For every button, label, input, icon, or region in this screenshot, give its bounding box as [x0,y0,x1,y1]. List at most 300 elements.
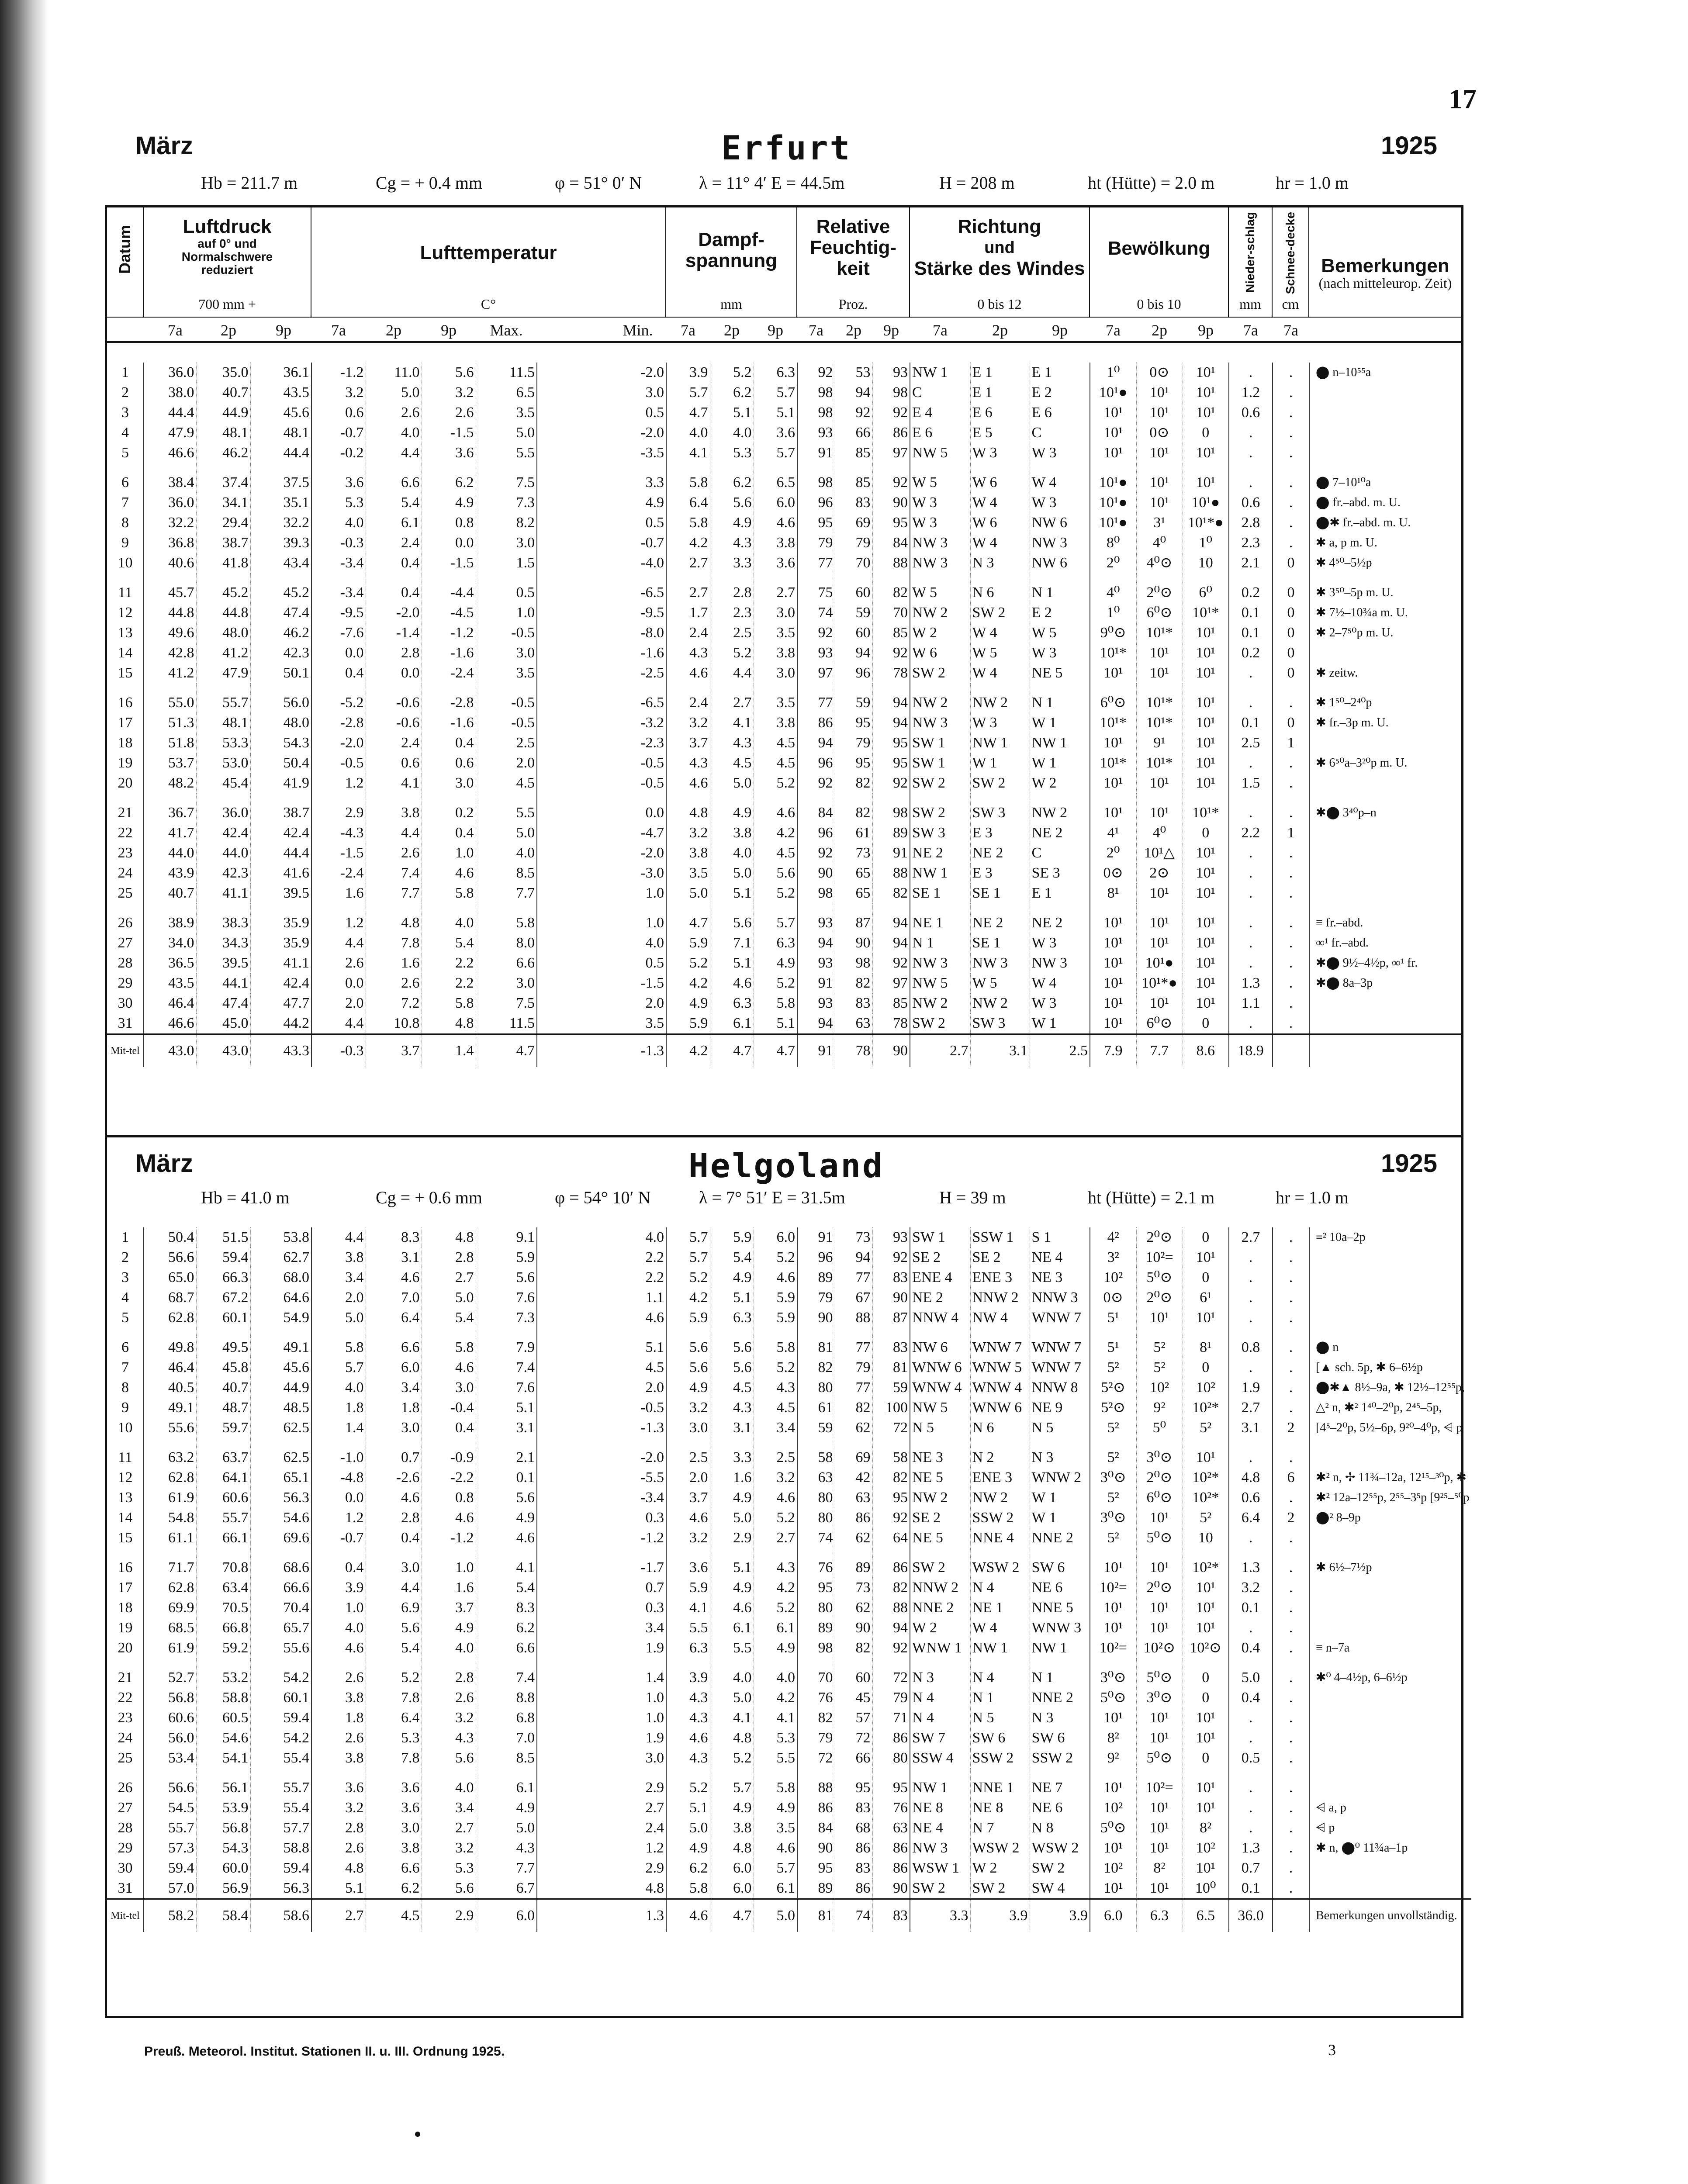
value-cell: 82 [797,1358,835,1378]
gap-cell [1273,1548,1309,1558]
hdr-wind [910,207,1090,317]
value-cell: 4.0 [422,1638,476,1658]
gap-cell [144,1658,196,1668]
value-cell: 10¹ [1136,663,1183,683]
table-row [107,843,1461,863]
value-cell: 68.6 [250,1558,311,1578]
value-cell: 29.4 [196,513,250,533]
value-cell: 53.8 [250,1227,311,1248]
value-cell: 4.4 [311,1013,366,1034]
value-cell: 3.5 [754,693,797,713]
value-cell: 55.7 [196,1508,250,1528]
value-cell: NE 6 [1030,1798,1090,1818]
value-cell: 73 [835,1227,872,1248]
value-cell: SW 2 [970,603,1030,623]
value-cell: 2.3 [710,603,754,623]
value-cell: 0⊙ [1090,863,1136,883]
value-cell: 75 [797,583,835,603]
value-cell: 10² [1183,1378,1229,1398]
value-cell: 10² [1090,1858,1136,1878]
value-cell: . [1273,403,1309,423]
value-cell: 2.8 [422,1248,476,1268]
value-cell: 1⁰ [1090,363,1136,383]
value-cell: 5.0 [710,773,754,793]
value-cell: 5.0 [476,1818,537,1838]
value-cell: 0 [1183,1688,1229,1708]
value-cell: 1.8 [311,1398,366,1418]
value-cell: 41.1 [250,953,311,973]
value-cell: 10²⊙ [1183,1638,1229,1658]
remark-cell [1309,1618,1471,1638]
value-cell: E 6 [1030,403,1090,423]
gap-cell [1090,463,1136,473]
table-row [107,1688,1471,1708]
value-cell: NE 7 [1030,1778,1090,1798]
value-cell: 6.3 [710,1308,754,1328]
value-cell: 4.9 [754,1798,797,1818]
value-cell: SSW 2 [1030,1748,1090,1768]
mean-row [107,1899,1471,1932]
gap-cell [311,1328,366,1337]
value-cell: 92 [872,1508,910,1528]
value-cell: 95 [797,513,835,533]
value-cell: 10¹ [1183,883,1229,903]
value-cell: 4.1 [476,1558,537,1578]
value-cell: 42.3 [196,863,250,883]
gap-cell [476,683,537,693]
value-cell: 2.7 [754,1528,797,1548]
value-cell: 3.8 [666,843,710,863]
value-cell: -2.0 [366,603,422,623]
value-cell: . [1273,1488,1309,1508]
value-cell: -3.5 [537,443,666,463]
value-cell: 10¹ [1090,403,1136,423]
value-cell: 9¹ [1136,733,1183,753]
value-cell: 5.2 [710,1748,754,1768]
value-cell: 6.0 [754,1227,797,1248]
value-cell: 0 [1183,823,1229,843]
value-cell: 0.0 [537,803,666,823]
hdr-bewoelkung-title: Bewölkung [1107,238,1211,259]
value-cell: 83 [835,1798,872,1818]
value-cell: 90 [797,863,835,883]
value-cell: 6.6 [366,473,422,493]
value-cell: SW 1 [910,733,970,753]
remark-cell [1309,1013,1461,1034]
gap-cell [537,463,666,473]
value-cell: WSW 1 [910,1858,970,1878]
table-row [107,693,1461,713]
remark-cell [1309,1748,1471,1768]
value-cell: 86 [835,1838,872,1858]
value-cell: 62.8 [144,1308,196,1328]
gap-cell [537,903,666,913]
value-cell: 65 [835,863,872,883]
value-cell: 1.8 [311,1708,366,1728]
gap-cell [970,463,1030,473]
value-cell: 1.5 [1229,773,1273,793]
gap-cell [144,1768,196,1778]
value-cell: NNE 1 [970,1778,1030,1798]
hdr-niederschlag [1229,207,1273,317]
value-cell: -3.4 [311,553,366,573]
remark-cell: ✱ 4⁵⁰–5½p [1316,556,1372,570]
value-cell: NE 2 [910,1288,970,1308]
remark-cell [1309,1878,1471,1899]
value-cell: 5.5 [476,803,537,823]
value-cell: . [1229,1288,1273,1308]
value-cell: 10¹ [1183,863,1229,883]
value-cell: 46.2 [196,443,250,463]
gap-cell [835,903,872,913]
gap-cell [910,463,970,473]
value-cell: 50.1 [250,663,311,683]
value-cell: 0.8 [422,1488,476,1508]
gap-cell [710,903,754,913]
mean-cell: 5.0 [754,1899,797,1932]
value-cell: . [1273,883,1309,903]
value-cell: 3.0 [537,1748,666,1768]
mean-cell: 4.7 [754,1034,797,1068]
value-cell: 84 [872,533,910,553]
value-cell: 5.3 [366,1728,422,1748]
gap-cell [1090,683,1136,693]
value-cell: 10¹ [1183,733,1229,753]
value-cell: 70.5 [196,1598,250,1618]
gap-cell [754,903,797,913]
value-cell: . [1229,883,1273,903]
value-cell: 0.2 [1229,643,1273,663]
value-cell: 2.0 [537,993,666,1013]
value-cell: 0 [1183,1668,1229,1688]
value-cell: 100 [872,1398,910,1418]
gap-cell [1229,573,1273,583]
value-cell: 10¹ [1183,1308,1229,1328]
value-cell: . [1229,1728,1273,1748]
value-cell: 4.4 [366,1578,422,1598]
value-cell: -8.0 [537,623,666,643]
value-cell: 2.0 [476,753,537,773]
value-cell: 10²= [1090,1638,1136,1658]
remark-cell: ✱⁰ 4–4½p, 6–6½p [1316,1671,1408,1684]
value-cell: 82 [835,803,872,823]
gap-cell [1030,903,1090,913]
hdr-dampf [666,207,797,317]
value-cell: 93 [797,913,835,933]
value-cell: . [1273,1818,1309,1838]
value-cell: 10¹ [1136,473,1183,493]
value-cell: 51.3 [144,713,196,733]
value-cell: 92 [872,773,910,793]
hdr-wind-title1: Richtung [958,216,1041,237]
row-gap [107,573,1461,583]
value-cell: . [1273,1013,1309,1034]
value-cell: 6.0 [366,1358,422,1378]
mean-cell: 58.6 [250,1899,311,1932]
value-cell: 3.1 [366,1248,422,1268]
value-cell: 10¹ [1136,1728,1183,1748]
value-cell: 5¹ [1090,1308,1136,1328]
value-cell: 45.0 [196,1013,250,1034]
value-cell: . [1273,1378,1309,1398]
obs-dampf-2p: 2p [724,321,740,339]
value-cell: 10¹* [1090,643,1136,663]
value-cell: -0.7 [311,1528,366,1548]
value-cell: 98 [872,803,910,823]
value-cell: 90 [872,1878,910,1899]
value-cell: NNE 5 [1030,1598,1090,1618]
value-cell: 0.3 [537,1508,666,1528]
value-cell: 90 [797,1308,835,1328]
value-cell: 5.8 [754,1778,797,1798]
gap-cell [754,1438,797,1448]
value-cell: 8.8 [476,1688,537,1708]
day-cell: 30 [107,1858,144,1878]
value-cell: 35.1 [250,493,311,513]
helgoland-meta [201,1187,1433,1211]
value-cell: 4.5 [754,753,797,773]
value-cell: 1.6 [311,883,366,903]
value-cell: 59.2 [196,1638,250,1658]
value-cell: 0.4 [366,1528,422,1548]
value-cell: 5.5 [754,1748,797,1768]
value-cell: 5.4 [366,1638,422,1658]
value-cell: -7.6 [311,623,366,643]
value-cell: 57.7 [250,1818,311,1838]
value-cell: 7.0 [366,1288,422,1308]
value-cell: 60.6 [144,1708,196,1728]
value-cell: 4.5 [754,843,797,863]
value-cell: 51.5 [196,1227,250,1248]
value-cell: 6⁰⊙ [1136,603,1183,623]
value-cell: W 4 [970,493,1030,513]
value-cell: 98 [797,403,835,423]
value-cell: 3.7 [422,1598,476,1618]
value-cell: 0.6 [1229,403,1273,423]
gap-cell [144,1548,196,1558]
table-row [107,1398,1471,1418]
day-cell: 15 [107,1528,144,1548]
day-cell: 3 [107,403,144,423]
gap-cell [366,463,422,473]
erfurt-table [107,363,1461,1067]
value-cell: W 2 [1030,773,1090,793]
hdr-temp [311,207,666,317]
value-cell: 0.8 [422,513,476,533]
value-cell: 85 [872,993,910,1013]
value-cell: -1.5 [422,423,476,443]
gap-cell [970,1658,1030,1668]
day-cell: 9 [107,1398,144,1418]
gap-cell [366,1768,422,1778]
value-cell: 10¹ [1183,953,1229,973]
value-cell: W 1 [1030,753,1090,773]
value-cell: 87 [872,1308,910,1328]
value-cell: 0 [1183,1748,1229,1768]
value-cell: 54.6 [250,1508,311,1528]
value-cell: 94 [835,1248,872,1268]
value-cell: . [1273,1728,1309,1748]
value-cell: SW 2 [910,1013,970,1034]
mean-cell [1309,1034,1461,1068]
value-cell: 4.2 [666,973,710,993]
value-cell: . [1273,1248,1309,1268]
value-cell: 97 [872,973,910,993]
gap-cell [872,1768,910,1778]
value-cell: -2.0 [311,733,366,753]
gap-cell [797,1328,835,1337]
value-cell: . [1273,1838,1309,1858]
table-row [107,1598,1471,1618]
mean-cell: 4.7 [710,1899,754,1932]
value-cell: 10¹ [1090,1558,1136,1578]
value-cell: 4.6 [366,1268,422,1288]
value-cell: . [1229,443,1273,463]
value-cell: 90 [797,1838,835,1858]
value-cell: 4.1 [366,773,422,793]
value-cell: 93 [797,993,835,1013]
value-cell: 53.7 [144,753,196,773]
value-cell: W 4 [970,663,1030,683]
value-cell: 3.0 [366,1818,422,1838]
value-cell: 93 [872,1227,910,1248]
day-cell: 1 [107,363,144,383]
value-cell: 4⁰ [1136,823,1183,843]
gap-cell [872,903,910,913]
value-cell: 96 [797,823,835,843]
value-cell: 5.0 [710,1688,754,1708]
day-cell: 13 [107,623,144,643]
value-cell: 6.4 [666,493,710,513]
value-cell: 82 [835,1398,872,1418]
value-cell: 10¹ [1183,473,1229,493]
value-cell: . [1273,1528,1309,1548]
value-cell: 45.6 [250,1358,311,1378]
value-cell: 0.2 [422,803,476,823]
value-cell: 5.7 [754,383,797,403]
value-cell: 5.4 [710,1248,754,1268]
erfurt-station: Erfurt [721,128,852,167]
value-cell: 4.3 [754,1558,797,1578]
value-cell: 66 [835,1748,872,1768]
value-cell: 5.7 [710,1778,754,1798]
value-cell: 2.4 [366,533,422,553]
value-cell: . [1229,663,1273,683]
value-cell: NE 2 [970,843,1030,863]
day-cell: 21 [107,803,144,823]
value-cell: . [1273,1578,1309,1598]
gap-cell [144,903,196,913]
helgoland-body [107,1227,1471,1932]
value-cell: 6.6 [476,953,537,973]
value-cell: 3⁰⊙ [1090,1468,1136,1488]
value-cell: 0.1 [1229,1878,1273,1899]
value-cell: 4.8 [422,1013,476,1034]
value-cell: 1.2 [1229,383,1273,403]
value-cell: 90 [835,933,872,953]
remark-cell: ⬤✱ fr.–abd. m. U. [1316,516,1411,529]
value-cell: 0.1 [476,1468,537,1488]
value-cell: -3.0 [537,863,666,883]
value-cell: W 2 [970,1858,1030,1878]
value-cell: 3⁰⊙ [1136,1448,1183,1468]
value-cell: 4.3 [666,1688,710,1708]
gap-cell [422,573,476,583]
value-cell: 4.3 [422,1728,476,1748]
gap-cell [476,1768,537,1778]
value-cell: 92 [872,473,910,493]
helgoland-cg: Cg = + 0.6 mm [376,1188,483,1207]
value-cell: 10¹ [1090,913,1136,933]
value-cell: 5⁰⊙ [1090,1818,1136,1838]
value-cell: . [1273,1638,1309,1658]
table-row [107,1268,1471,1288]
value-cell: 10¹● [1090,473,1136,493]
value-cell: 41.2 [144,663,196,683]
value-cell: 42.3 [250,643,311,663]
value-cell: N 4 [910,1688,970,1708]
gap-cell [1229,463,1273,473]
value-cell: 2.4 [537,1818,666,1838]
value-cell: W 1 [1030,1508,1090,1528]
mean-cell: Bemerkungen unvollständig. [1309,1899,1471,1932]
value-cell: 0.1 [1229,1598,1273,1618]
value-cell: 72 [872,1418,910,1438]
row-gap [107,463,1461,473]
value-cell: . [1273,1288,1309,1308]
gap-cell [196,903,250,913]
value-cell: 7.2 [366,993,422,1013]
gap-cell [1309,1658,1471,1668]
day-cell: 11 [107,583,144,603]
remark-cell [1309,773,1461,793]
value-cell: 10² [1090,1268,1136,1288]
value-cell: 54.2 [250,1728,311,1748]
value-cell: 82 [835,773,872,793]
value-cell: 4.1 [666,443,710,463]
value-cell: 5.6 [710,493,754,513]
gap-cell [537,1548,666,1558]
value-cell: 66.3 [196,1268,250,1288]
gap-cell [107,463,144,473]
value-cell: 83 [835,1858,872,1878]
value-cell: NW 1 [910,363,970,383]
value-cell: 40.7 [196,1378,250,1398]
value-cell: 5.3 [754,1728,797,1748]
value-cell: 41.6 [250,863,311,883]
gap-cell [476,1328,537,1337]
gap-cell [666,793,710,803]
value-cell: 10.8 [366,1013,422,1034]
value-cell: N 5 [970,1708,1030,1728]
value-cell: 0.6 [1229,1488,1273,1508]
table-row [107,1358,1471,1378]
hdr-niederschlag-title: Nieder-schlag [1243,212,1257,293]
mean-cell: 8.6 [1183,1034,1229,1068]
gap-cell [537,1658,666,1668]
value-cell: 5²⊙ [1090,1378,1136,1398]
obs-wind-2p: 2p [992,321,1008,339]
value-cell: 4.5 [537,1358,666,1378]
value-cell: ENE 4 [910,1268,970,1288]
gap-cell [1136,1768,1183,1778]
value-cell: . [1273,803,1309,823]
value-cell: 2.0 [537,1378,666,1398]
value-cell: 6⁰ [1183,583,1229,603]
gap-cell [1090,1328,1136,1337]
value-cell: 41.2 [196,643,250,663]
value-cell: SW 2 [910,1878,970,1899]
